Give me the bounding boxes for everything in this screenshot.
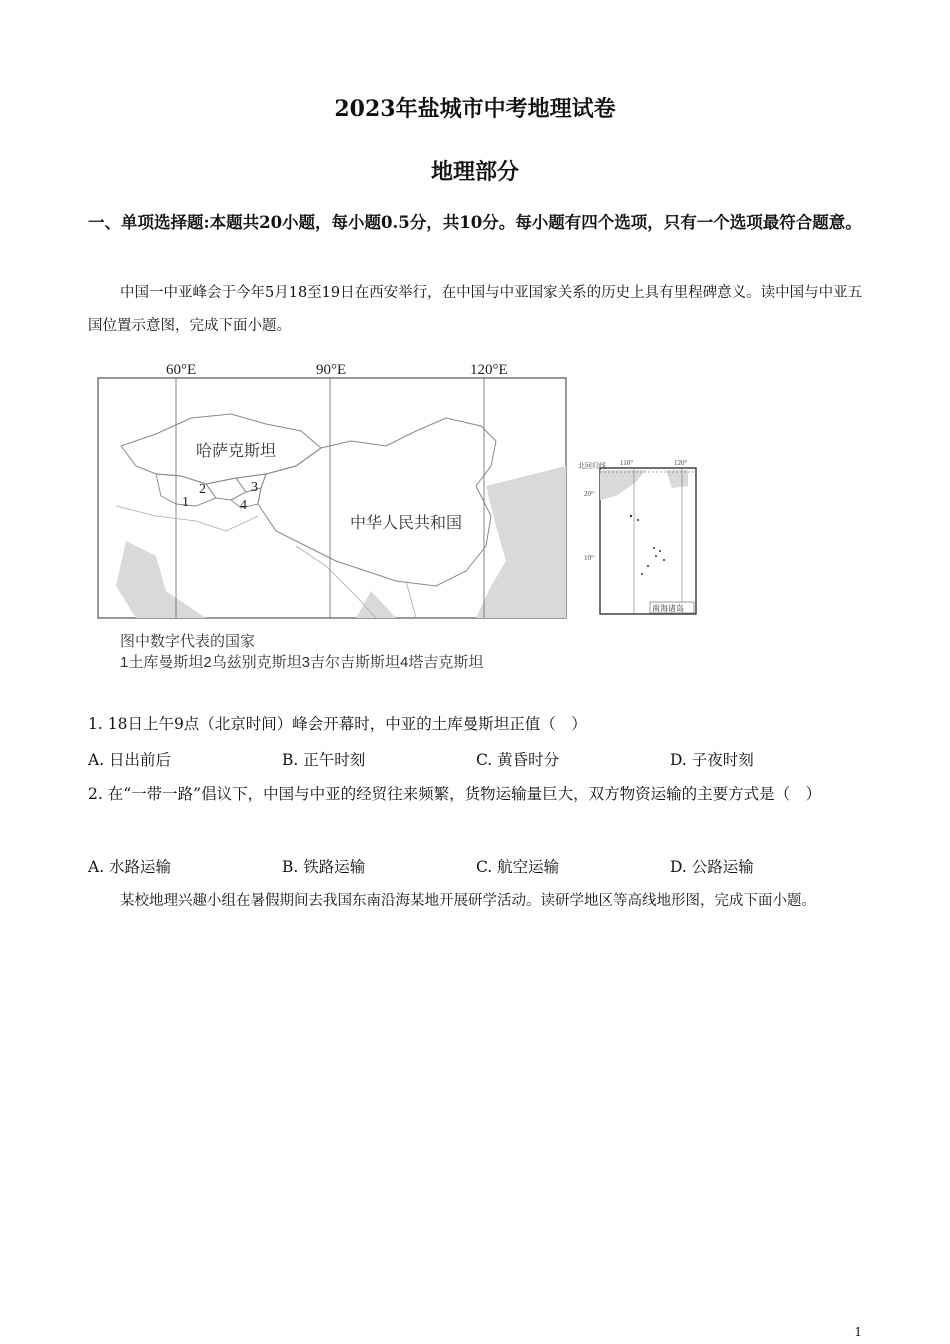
inset-lon-110: 110° (620, 459, 634, 467)
q2-option-d: D. 公路运输 (670, 858, 754, 876)
question-2-stem: 2. 在“一带一路”倡议下，中国与中亚的经贸往来频繁，货物运输量巨大，双方物资运输的主要方式是（ ） (88, 785, 822, 803)
country-number-4: 4 (240, 498, 247, 513)
country-number-3: 3 (251, 480, 258, 495)
inset-lon-120: 120° (674, 459, 688, 467)
intro-paragraph-2: 某校地理兴趣小组在暑假期间去我国东南沿海某地开展研学活动。读研学地区等高线地形图，完成下面小题。 (120, 893, 816, 909)
q1-option-d: D. 子夜时刻 (670, 751, 754, 769)
q1-option-c: C. 黄昏时分 (476, 751, 560, 769)
south-china-sea-inset (576, 456, 700, 618)
page-title: 2023年盐城市中考地理试卷 (334, 96, 616, 122)
map-caption-line-2: 1土库曼斯坦2乌兹别克斯坦3吉尔吉斯斯坦4塔吉克斯坦 (120, 654, 484, 671)
lon-label-90: 90°E (316, 362, 347, 378)
country-number-2: 2 (199, 482, 206, 497)
q1-option-b: B. 正午时刻 (282, 751, 366, 769)
map-caption-line-1: 图中数字代表的国家 (120, 633, 256, 650)
lon-label-120: 120°E (470, 362, 508, 378)
question-1-stem: 1. 18日上午9点（北京时间）峰会开幕时，中亚的土库曼斯坦正值（ ） (88, 715, 587, 733)
china-label: 中华人民共和国 (350, 515, 463, 532)
kazakhstan-label: 哈萨克斯坦 (196, 443, 277, 460)
q2-option-b: B. 铁路运输 (282, 858, 366, 876)
lon-label-60: 60°E (166, 362, 197, 378)
country-number-1: 1 (182, 495, 189, 510)
page-subtitle: 地理部分 (430, 159, 519, 185)
q2-option-a: A. 水路运输 (88, 858, 172, 876)
inset-lat-10: 10° (584, 554, 594, 562)
inset-label: 南海诸岛 (652, 604, 684, 613)
inset-tropic-label: 北回归线 (578, 463, 606, 470)
q1-option-a: A. 日出前后 (88, 751, 172, 769)
q2-option-c: C. 航空运输 (476, 858, 560, 876)
inset-lat-20: 20° (584, 490, 594, 498)
china-central-asia-map (96, 356, 571, 621)
page-number: 1 (854, 1325, 862, 1339)
section-heading: 一、单项选择题:本题共20小题，每小题0.5分，共10分。每小题有四个选项，只有一个选项最符合题意。 (88, 213, 862, 232)
intro-paragraph-1: 中国一中亚峰会于今年5月18至19日在西安举行，在中国与中亚国家关系的历史上具有里程碑意义。读中国与中亚五国位置示意图，完成下面小题。 (88, 285, 863, 334)
